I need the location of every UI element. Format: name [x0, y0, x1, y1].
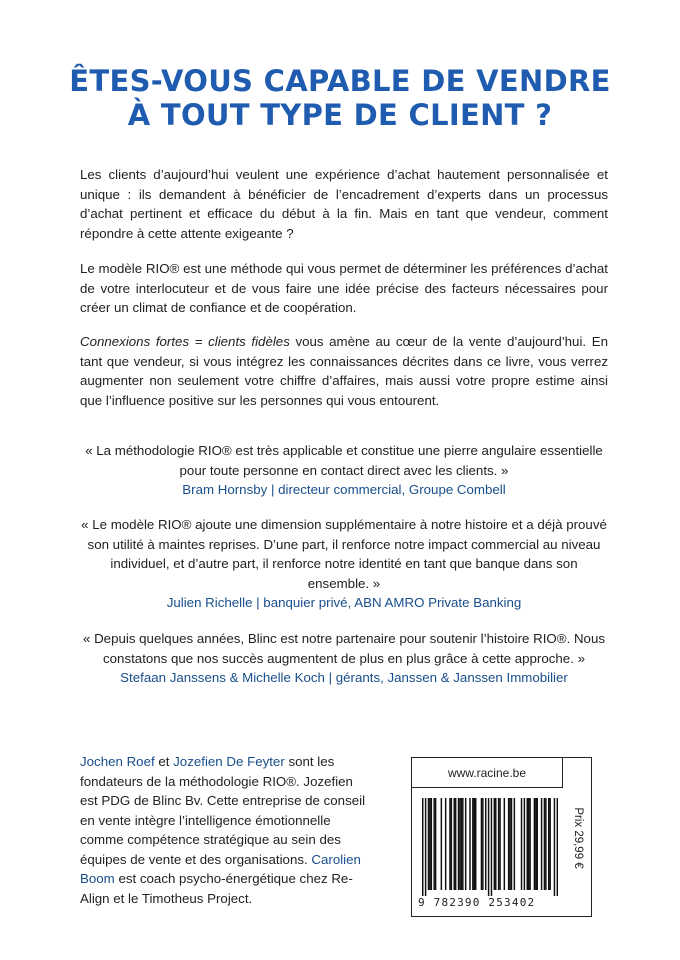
barcode-bar [528, 798, 529, 890]
author-name-jochen: Jochen Roef [80, 754, 155, 769]
barcode-bar [435, 798, 436, 890]
book-paragraph [80, 332, 608, 410]
isbn-number: 9 782390 253402 [418, 896, 536, 909]
barcode-bar [481, 798, 482, 890]
barcode-bar [455, 798, 456, 890]
authors-bio-connector: et [154, 754, 174, 769]
barcode-bar [557, 798, 558, 896]
barcode-bar [425, 798, 426, 896]
barcode-bar [449, 798, 450, 890]
testimonial-author: Stefaan Janssens & Michelle Koch | gérants, Janssen & Janssen Immobilier [120, 670, 568, 685]
barcode-bar [541, 798, 542, 890]
barcode-bar [504, 798, 505, 890]
barcode-bar [498, 798, 499, 890]
barcode-bar [549, 798, 550, 890]
rio-model-paragraph: Le modèle RIO® est une méthode qui vous permet de déterminer les préférences d’achat de votre interlocuteur et de vous faire une idée précise des facteurs nécessaires pour créer un climat de confiance et de coopération. [80, 261, 608, 315]
title-line-2: À TOUT TYPE DE CLIENT ? [127, 98, 553, 132]
back-cover-title [40, 64, 640, 132]
barcode-bar [534, 798, 535, 890]
barcode-bar [485, 798, 486, 890]
barcode-bar [499, 798, 500, 890]
barcode-bar [429, 798, 430, 890]
testimonial-3 [80, 629, 608, 688]
barcode-bar [488, 798, 489, 896]
barcode-bar [461, 798, 462, 890]
barcode-bar [472, 798, 473, 890]
barcode-bar [453, 798, 454, 890]
barcode-bar [441, 798, 442, 890]
barcode-bar [535, 798, 536, 890]
barcode-bar [433, 798, 434, 890]
barcode-bar [514, 798, 515, 890]
author-name-jozefien: Jozefien De Feyter [173, 754, 285, 769]
price-label [564, 768, 592, 908]
testimonial-author: Julien Richelle | banquier privé, ABN AMRO Private Banking [166, 595, 522, 610]
barcode-bar [554, 798, 555, 896]
barcode-bar [509, 798, 510, 890]
barcode-bar [465, 798, 466, 890]
authors-bio [80, 752, 366, 908]
testimonial-text: « Depuis quelques années, Blinc est notre partenaire pour soutenir l’histoire RIO®. Nous constatons que nos succès augmentent de plus en plus grâce à cette approche. » [82, 631, 605, 666]
book-paragraph-rest: vous amène au cœur de la vente d’aujourd’hui. En tant que vendeur, si vous intégrez les connaissances décrites dans ce livre, vous verrez augmenter non seulement votre chiffre d’affaires, mais aussi votre propre estime ainsi que l’influence positive sur les personnes qui vous entourent. [80, 334, 608, 408]
barcode-bar [482, 798, 483, 890]
barcode-bar [537, 798, 538, 890]
barcode-box [411, 757, 592, 917]
barcode-bar [491, 798, 492, 896]
price-text: Prix 29,99 € [572, 807, 584, 869]
testimonial-text: « Le modèle RIO® ajoute une dimension supplémentaire à notre histoire et a déjà prouvé son utilité à maintes reprises. D’une part, il renforce notre impact commercial au niveau individuel, et d’autre part, il renforce notre identité en tant que banque dans son ensemble. » [81, 517, 607, 591]
author-name-carolien: Carolien Boom [80, 851, 361, 886]
barcode-bar [422, 798, 423, 896]
publisher-website: www.racine.be [412, 758, 563, 788]
book-title-italic: Connexions fortes = clients fidèles [80, 334, 290, 349]
authors-bio-text-2: est coach psycho-énergétique chez Re-Align et le Timotheus Project. [80, 871, 353, 906]
barcode-bar [524, 798, 525, 890]
barcode-bar [469, 798, 470, 890]
barcode-bar [428, 798, 429, 890]
barcode-bar [508, 798, 509, 890]
barcode-bar [494, 798, 495, 890]
barcode-bar [458, 798, 459, 890]
isbn-barcode [422, 798, 558, 896]
authors-bio-text-1: sont les fondateurs de la méthodologie RIO®. Jozefien est PDG de Blinc Bv. Cette entreprise de conseil en vente intègre l’intelligence émotionnelle comme compétence stratégique au sein des équipes de vente et des organisations. [80, 754, 366, 867]
barcode-bar [462, 798, 463, 890]
testimonial-1 [80, 441, 608, 500]
barcode-bar [544, 798, 545, 890]
testimonial-2 [80, 515, 608, 613]
barcode-bar [521, 798, 522, 890]
barcode-bar [527, 798, 528, 890]
title-line-1: ÊTES-VOUS CAPABLE DE VENDRE [69, 64, 611, 98]
barcode-bar [431, 798, 432, 890]
barcode-bar [545, 798, 546, 890]
barcode-bar [511, 798, 512, 890]
barcode-bar [495, 798, 496, 890]
barcode-bar [474, 798, 475, 890]
barcode-bar [451, 798, 452, 890]
testimonial-text: « La méthodologie RIO® est très applicable et constitue une pierre angulaire essentielle pour toute personne en contact direct avec les clients. » [85, 443, 603, 478]
barcode-bar [548, 798, 549, 890]
barcode-bar [459, 798, 460, 890]
barcode-bar [475, 798, 476, 890]
testimonial-author: Bram Hornsby | directeur commercial, Groupe Combell [182, 482, 506, 497]
barcode-bar [445, 798, 446, 890]
intro-paragraph: Les clients d’aujourd’hui veulent une expérience d’achat hautement personnalisée et unique : ils demandent à bénéficier de l’encadrement d’experts dans un processus d’achat pertinent et efficace du début à la fin. Mais en tant que vendeur, comment répondre à cette attente exigeante ? [80, 167, 608, 241]
barcode-bar [529, 798, 530, 890]
